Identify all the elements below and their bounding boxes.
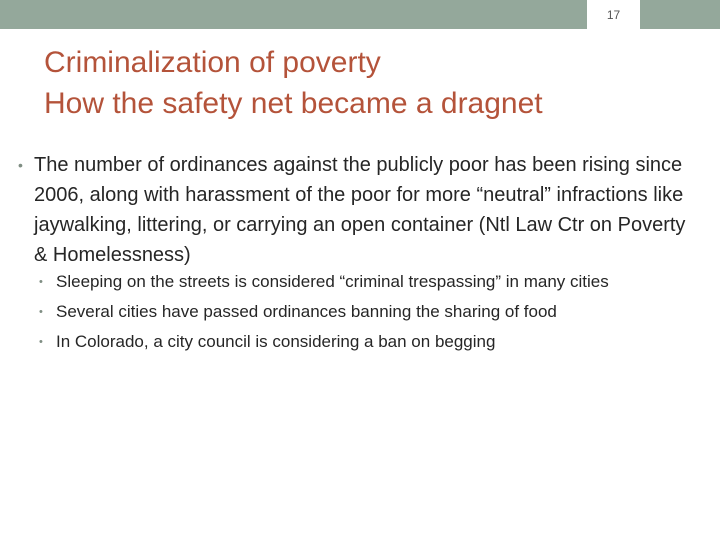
- bullet-dot-icon: •: [39, 306, 43, 318]
- slide-number: 17: [606, 8, 621, 22]
- main-bullet-text: The number of ordinances against the publicly poor has been rising since 2006, along with harassment of the poor for more “neutral” infractions like jaywalking, littering, or carrying an open container (Ntl Law Ctr on Poverty & Homelessness): [34, 154, 686, 266]
- bullet-dot-icon: •: [39, 276, 43, 288]
- bullet-dot-icon: •: [18, 157, 23, 173]
- main-bullet: [16, 150, 704, 270]
- slide-title: [44, 42, 543, 124]
- slide-title-line2: How the safety net became a dragnet: [44, 87, 543, 120]
- sub-bullet-1: [16, 271, 666, 293]
- sub-bullet-text: Sleeping on the streets is considered “criminal trespassing” in many cities: [56, 272, 609, 291]
- sub-bullet-list: [16, 271, 706, 353]
- sub-bullet-2: [16, 301, 666, 323]
- slide-content: [16, 150, 706, 361]
- slide-title-line1: Criminalization of poverty: [44, 46, 381, 79]
- sub-bullet-text: Several cities have passed ordinances banning the sharing of food: [56, 302, 557, 321]
- sub-bullet-text: In Colorado, a city council is considering a ban on begging: [56, 332, 496, 351]
- bullet-dot-icon: •: [39, 336, 43, 348]
- slide-number-box: [587, 0, 640, 29]
- header-bar: [0, 0, 720, 29]
- sub-bullet-3: [16, 331, 666, 353]
